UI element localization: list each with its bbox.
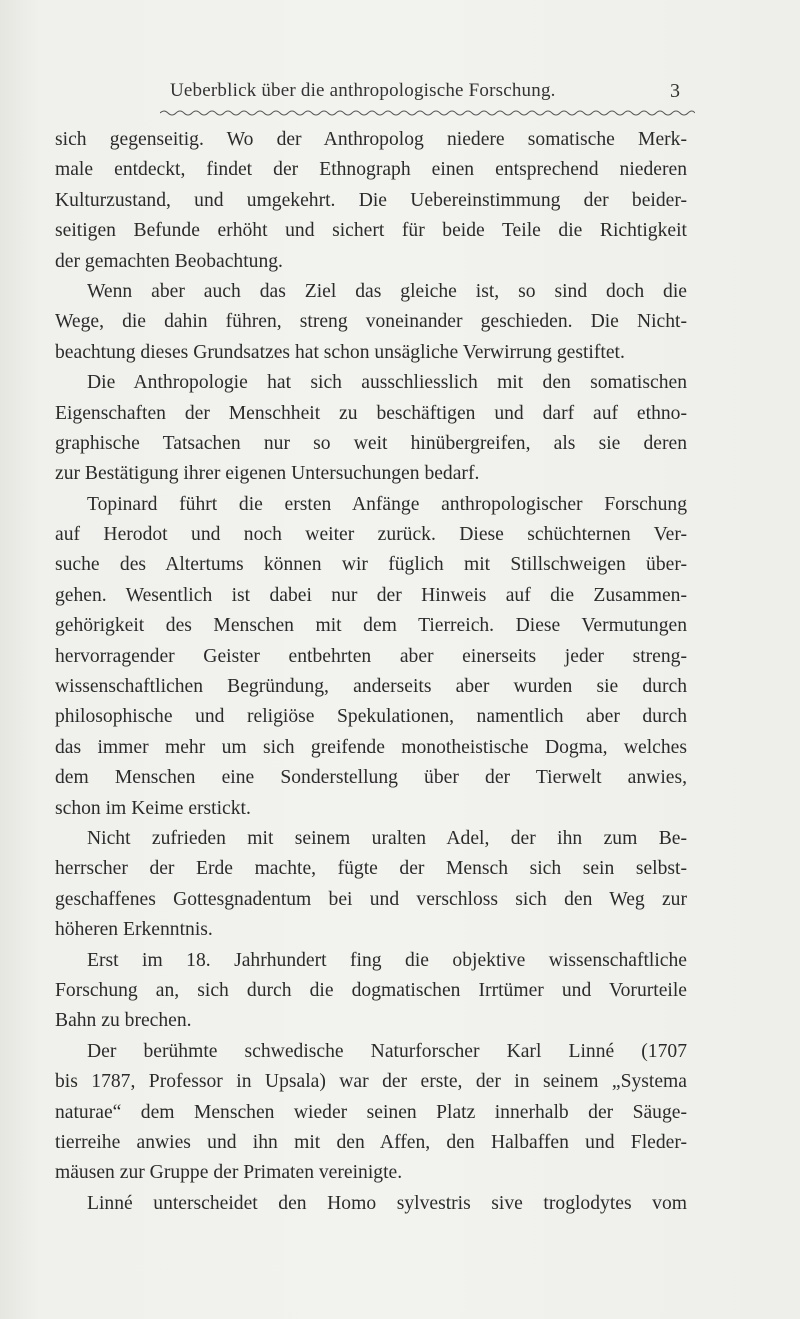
text-line: hervorragender Geister entbehrten aber einerseits jeder streng- (55, 645, 687, 667)
text-line: Die Anthropologie hat sich ausschliesslich mit den somatischen (87, 372, 687, 394)
text-line: Forschung an, sich durch die dogmatischen Irrtümer und Vorurteile (55, 979, 687, 1001)
text-line: schon im Keime erstickt. (55, 797, 251, 819)
text-line: suche des Altertums können wir füglich mit Stillschweigen über- (55, 554, 687, 576)
text-line: zur Bestätigung ihrer eigenen Untersuchungen bedarf. (55, 463, 480, 485)
text-line: sich gegenseitig. Wo der Anthropolog niedere somatische Merk- (55, 129, 687, 150)
text-line: graphische Tatsachen nur so weit hinübergreifen, als sie deren (55, 432, 687, 454)
text-line: gehörigkeit des Menschen mit dem Tierreich. Diese Vermutungen (55, 615, 687, 637)
text-line: philosophische und religiöse Spekulationen, namentlich aber durch (55, 706, 687, 728)
running-title: Ueberblick über die anthropologische Forschung. (170, 80, 556, 101)
text-line: Wege, die dahin führen, streng voneinander geschieden. Die Nicht- (55, 311, 687, 333)
text-line: beachtung dieses Grundsatzes hat schon unsägliche Verwirrung gestiftet. (55, 341, 625, 363)
body-text (55, 125, 687, 1219)
text-line: Topinard führt die ersten Anfänge anthropologischer Forschung (87, 493, 687, 515)
wavy-header-rule (160, 108, 695, 118)
text-line: gehen. Wesentlich ist dabei nur der Hinweis auf die Zusammen- (55, 584, 687, 606)
text-line: Bahn zu brechen. (55, 1010, 192, 1032)
text-line: geschaffenes Gottesgnadentum bei und verschloss sich den Weg zur (55, 888, 687, 910)
text-line: der gemachten Beobachtung. (55, 250, 283, 272)
text-line: male entdeckt, findet der Ethnograph einen entsprechend niederen (55, 159, 687, 181)
page-header (170, 80, 680, 106)
text-line: Nicht zufrieden mit seinem uralten Adel, der ihn zum Be- (87, 827, 687, 849)
text-line: Der berühmte schwedische Naturforscher Karl Linné (1707 (87, 1040, 687, 1062)
text-line: herrscher der Erde machte, fügte der Mensch sich sein selbst- (55, 858, 687, 880)
text-line: auf Herodot und noch weiter zurück. Diese schüchternen Ver- (55, 524, 687, 546)
text-line: mäusen zur Gruppe der Primaten vereinigte. (55, 1162, 403, 1184)
page-number: 3 (670, 80, 680, 102)
text-line: Linné unterscheidet den Homo sylvestris sive troglodytes vom (87, 1192, 687, 1214)
text-line: höheren Erkenntnis. (55, 919, 213, 941)
text-line: wissenschaftlichen Begründung, anderseits aber wurden sie durch (55, 676, 687, 698)
text-line: naturae“ dem Menschen wieder seinen Platz innerhalb der Säuge- (55, 1101, 687, 1123)
text-line: seitigen Befunde erhöht und sichert für beide Teile die Richtigkeit (55, 220, 687, 242)
text-line: Kulturzustand, und umgekehrt. Die Uebereinstimmung der beider- (55, 189, 687, 211)
text-line: bis 1787, Professor in Upsala) war der erste, der in seinem „Systema (55, 1071, 687, 1093)
text-line: Erst im 18. Jahrhundert fing die objektive wissenschaftliche (87, 949, 687, 971)
text-line: dem Menschen eine Sonderstellung über der Tierwelt anwies, (55, 767, 687, 789)
text-line: Wenn aber auch das Ziel das gleiche ist, so sind doch die (87, 280, 687, 302)
text-line: Eigenschaften der Menschheit zu beschäftigen und darf auf ethno- (55, 402, 687, 424)
text-line: tierreihe anwies und ihn mit den Affen, den Halbaffen und Fleder- (55, 1131, 687, 1153)
text-line: das immer mehr um sich greifende monotheistische Dogma, welches (55, 736, 687, 758)
